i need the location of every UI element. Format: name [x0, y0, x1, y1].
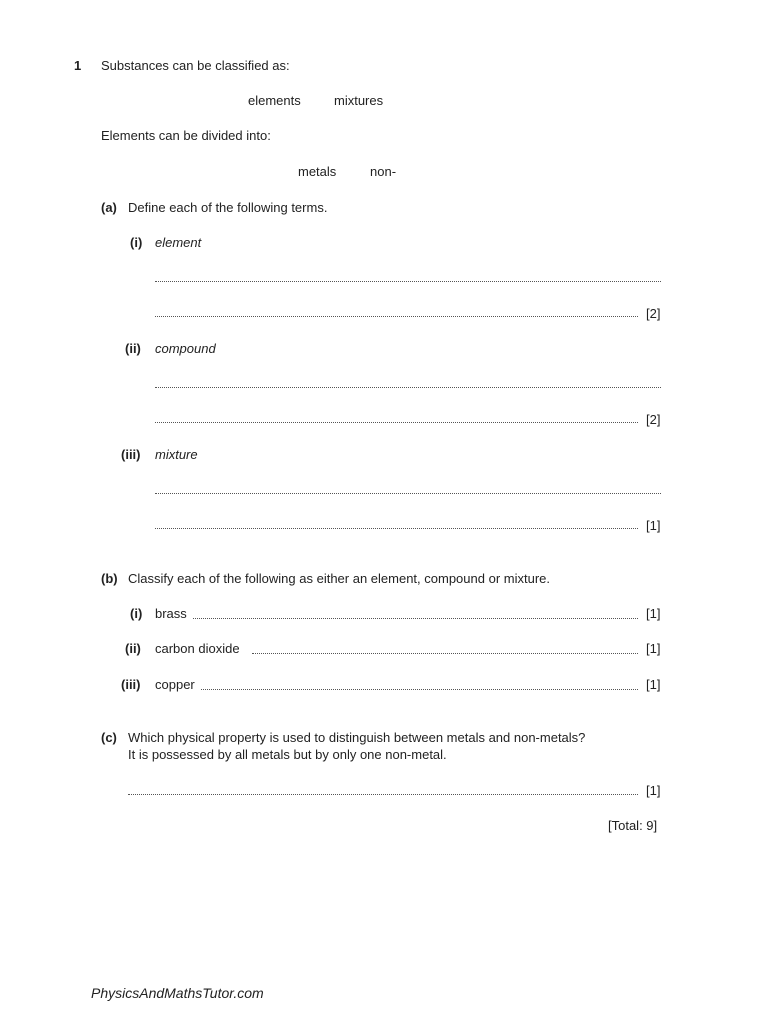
part-b-ii-label: (ii): [125, 641, 141, 656]
answer-line[interactable]: [155, 493, 661, 494]
answer-line[interactable]: [155, 422, 638, 423]
question-intro: Substances can be classified as:: [101, 58, 290, 73]
part-b-prompt: Classify each of the following as either an element, compound or mixture.: [128, 571, 550, 586]
type-metals: metals: [298, 164, 337, 179]
part-a-ii-label: (ii): [125, 341, 141, 356]
part-b-iii-label: (iii): [121, 677, 141, 692]
marks-b-iii: [1]: [646, 677, 661, 692]
question-number: 1: [74, 58, 82, 73]
marks-a-iii: [1]: [646, 518, 661, 533]
part-b-iii-substance: copper: [155, 677, 195, 692]
part-b-i-substance: brass: [155, 606, 187, 621]
part-a-label: (a): [101, 200, 117, 215]
elements-intro: Elements can be divided into:: [101, 128, 271, 143]
answer-line[interactable]: [128, 794, 638, 795]
marks-b-i: [1]: [646, 606, 661, 621]
part-b-ii-substance: carbon dioxide: [155, 641, 240, 656]
class-elements: elements: [248, 93, 301, 108]
answer-line[interactable]: [155, 316, 638, 317]
marks-a-i: [2]: [646, 306, 661, 321]
answer-line[interactable]: [193, 618, 638, 619]
marks-b-ii: [1]: [646, 641, 661, 656]
answer-line[interactable]: [155, 528, 638, 529]
part-b-i-label: (i): [130, 606, 143, 621]
part-a-ii-term: compound: [155, 341, 216, 356]
total-marks: [Total: 9]: [608, 818, 658, 833]
type-non-metals: non-: [370, 164, 397, 179]
part-a-prompt: Define each of the following terms.: [128, 200, 328, 215]
part-b-label: (b): [101, 571, 118, 586]
answer-line[interactable]: [201, 689, 638, 690]
part-c-label: (c): [101, 730, 117, 745]
part-c-prompt-line1: Which physical property is used to distinguish between metals and non-metals?: [128, 730, 586, 745]
marks-a-ii: [2]: [646, 412, 661, 427]
part-c-prompt-line2: It is possessed by all metals but by only one non-metal.: [128, 747, 447, 762]
answer-line[interactable]: [252, 653, 638, 654]
answer-line[interactable]: [155, 387, 661, 388]
part-a-i-term: element: [155, 235, 202, 250]
class-mixtures: mixtures: [334, 93, 384, 108]
answer-line[interactable]: [155, 281, 661, 282]
footer-site: PhysicsAndMathsTutor.com: [91, 985, 264, 1001]
part-a-iii-term: mixture: [155, 447, 198, 462]
part-a-iii-label: (iii): [121, 447, 141, 462]
marks-c: [1]: [646, 783, 661, 798]
part-a-i-label: (i): [130, 235, 143, 250]
